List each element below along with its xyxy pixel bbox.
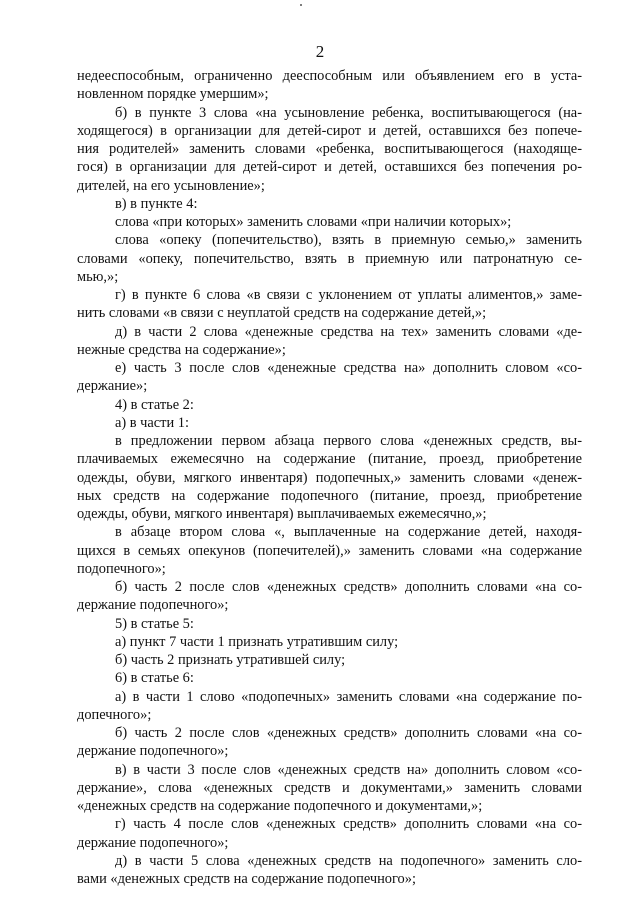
text-line: держание»;	[77, 378, 148, 395]
text-line: держание», слова «денежных средств и документами,» заменить словами	[77, 779, 582, 796]
text-line: д) в части 5 слова «денежных средств на подопечного» заменить сло-	[115, 852, 582, 869]
text-line: 5) в статье 5:	[115, 615, 194, 632]
text-line: а) в части 1 слово «подопечных» заменить словами «на содержание по-	[115, 688, 582, 705]
text-line: щихся в семьях опекунов (попечителей),» заменить словами «на содержание	[77, 542, 582, 559]
text-line: недееспособным, ограниченно дееспособным или объявлением его в уста-	[77, 68, 582, 84]
text-line: г) в пункте 6 слова «в связи с уклонением от уплаты алиментов,» заме-	[115, 287, 582, 303]
text-line: в предложении первом абзаца первого слова «денежных средств, вы-	[115, 433, 582, 449]
text-line: ходящегося) в организации для детей-сирот и детей, оставшихся без попече-	[77, 122, 582, 139]
text-line: в) в пункте 4:	[115, 195, 198, 212]
text-line: держание подопечного»;	[77, 597, 229, 614]
text-line: слова «опеку (попечительство), взять в приемную семью,» заменить	[115, 232, 582, 249]
page-number: 2	[315, 42, 325, 61]
text-line: слова «при которых» заменить словами «при наличии которых»;	[115, 214, 512, 230]
text-line: ных средств на содержание подопечного (питание, проезд, приобретение	[77, 487, 582, 504]
text-line: д) в части 2 слова «денежные средства на тех» заменить словами «де-	[115, 323, 582, 340]
text-line: гося) в организации для детей-сирот и детей, оставшихся без попечения ро-	[77, 159, 582, 176]
text-line: одежды, обуви, мягкого инвентаря) подопечных,» заменить словами «денеж-	[77, 469, 582, 486]
document-body	[77, 67, 582, 888]
text-line: дителей, на его усыновление»;	[77, 177, 265, 194]
text-line: нежные средства на содержание»;	[77, 341, 286, 358]
text-line: а) пункт 7 части 1 признать утратившим силу;	[115, 633, 399, 650]
text-line: допечного»;	[77, 706, 152, 723]
text-line: б) часть 2 после слов «денежных средств» дополнить словами «на со-	[115, 579, 582, 595]
text-line: словами «опеку, попечительство, взять в приемную или патронатную се-	[77, 250, 582, 267]
text-line: «денежных средств на содержание подопечного и документами,»;	[77, 798, 483, 814]
text-line: б) в пункте 3 слова «на усыновление ребенка, воспитывающегося (на-	[115, 104, 582, 121]
text-line: б) часть 2 после слов «денежных средств» дополнить словами «на со-	[115, 725, 582, 741]
text-line: мью,»;	[77, 268, 119, 285]
text-line: в) в части 3 после слов «денежных средств на» дополнить словом «со-	[115, 761, 582, 778]
text-line: держание подопечного»;	[77, 743, 229, 760]
text-line: е) часть 3 после слов «денежные средства на» дополнить словом «со-	[115, 360, 582, 376]
text-line: 4) в статье 2:	[115, 396, 194, 413]
text-line: в абзаце втором слова «, выплаченные на содержание детей, находя-	[115, 524, 582, 541]
text-line: новленном порядке умершим»;	[77, 86, 269, 103]
scan-mark	[300, 4, 302, 6]
text-line: ния родителей» заменить словами «ребенка, воспитывающегося (находяще-	[77, 141, 582, 157]
text-line: держание подопечного»;	[77, 834, 229, 851]
text-line: а) в части 1:	[115, 414, 189, 431]
text-line: нить словами «в связи с неуплатой средств на содержание детей,»;	[77, 305, 487, 322]
text-line: г) часть 4 после слов «денежных средств» дополнить словами «на со-	[115, 816, 582, 833]
text-line: подопечного»;	[77, 560, 166, 577]
text-line: плачиваемых ежемесячно на содержание (питание, проезд, приобретение	[77, 451, 582, 468]
text-line: б) часть 2 признать утратившей силу;	[115, 652, 346, 668]
text-line: одежды, обуви, мягкого инвентаря) выплачиваемых ежемесячно,»;	[77, 506, 487, 522]
text-line: вами «денежных средств на содержание подопечного»;	[77, 871, 416, 887]
text-line: 6) в статье 6:	[115, 670, 194, 687]
